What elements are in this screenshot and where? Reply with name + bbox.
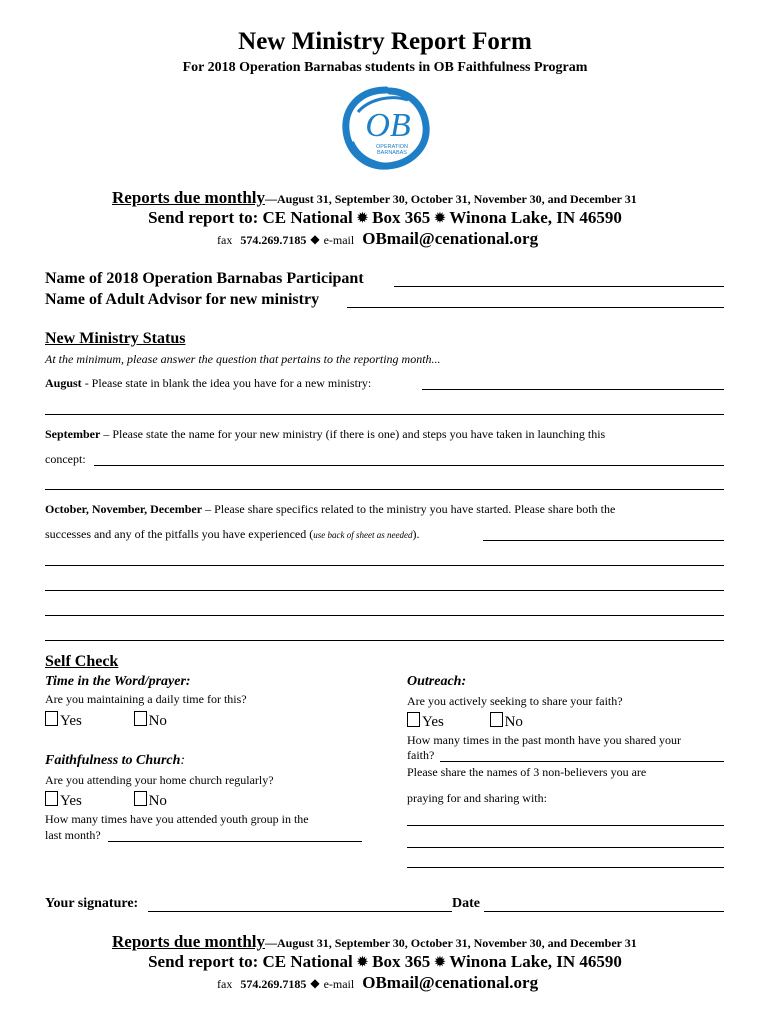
- send-report-line: [0, 208, 770, 228]
- reports-due-dates: —August 31, September 30, October 31, November 30, and December 31: [265, 192, 637, 206]
- august-field[interactable]: [422, 389, 724, 390]
- footer-email-label: e-mail: [323, 977, 355, 991]
- fax-label: fax: [217, 233, 233, 247]
- page-title: New Ministry Report Form: [238, 28, 532, 55]
- reports-due-label: Reports due monthly: [112, 188, 266, 207]
- church-yes-option[interactable]: [45, 793, 82, 809]
- church-colon: :: [180, 753, 186, 768]
- checkbox-icon[interactable]: [407, 712, 420, 727]
- participant-label: Name of 2018 Operation Barnabas Participant: [45, 270, 364, 287]
- footer-send-report-line: [0, 952, 770, 972]
- checkbox-icon[interactable]: [45, 711, 58, 726]
- checkbox-icon[interactable]: [134, 711, 147, 726]
- august-field-2[interactable]: [45, 414, 724, 415]
- sun-icon: ✹: [356, 954, 368, 969]
- shared-field[interactable]: [440, 761, 724, 762]
- ond-field-2[interactable]: [45, 565, 724, 566]
- ond-field[interactable]: [483, 540, 724, 541]
- diamond-icon: ◆: [310, 976, 320, 990]
- word-colon: :: [185, 674, 191, 689]
- footer-fax-number: 574.269.7185: [240, 977, 307, 991]
- ond-text-2c: ).: [412, 527, 420, 541]
- youth-field[interactable]: [108, 841, 362, 842]
- footer-email-address: OBmail@cenational.org: [362, 973, 539, 992]
- word-heading-text: Time in the Word/prayer: [45, 674, 186, 689]
- september-text-2: concept:: [45, 452, 86, 466]
- ob-logo: [338, 82, 434, 174]
- contact-line: [217, 229, 538, 249]
- self-check-heading: Self Check: [45, 653, 119, 670]
- church-question: Are you attending your home church regularly?: [45, 773, 274, 787]
- yes-label: Yes: [60, 793, 82, 809]
- page-subtitle: For 2018 Operation Barnabas students in OB Faithfulness Program: [182, 60, 588, 75]
- word-yes-option[interactable]: [45, 713, 82, 729]
- august-label: August: [45, 376, 82, 390]
- church-options: [45, 791, 167, 810]
- word-no-option[interactable]: [134, 713, 167, 729]
- outreach-options: [407, 712, 523, 731]
- outreach-no-option[interactable]: [490, 714, 523, 730]
- status-instruction: At the minimum, please answer the question that pertains to the reporting month...: [45, 352, 441, 366]
- ond-field-3[interactable]: [45, 590, 724, 591]
- no-label: No: [504, 714, 523, 730]
- word-heading: [45, 674, 191, 690]
- august-text: - Please state in blank the idea you have for a new ministry:: [81, 376, 372, 390]
- logo-text: OB: [365, 107, 411, 144]
- outreach-heading: Outreach:: [407, 674, 467, 689]
- shared-question-1: How many times in the past month have you shared your: [407, 733, 681, 747]
- diamond-icon: ◆: [310, 232, 320, 246]
- ond-question-2: [45, 527, 419, 542]
- email-address: OBmail@cenational.org: [362, 229, 539, 248]
- logo-subtext-2: BARNABAS: [377, 150, 407, 156]
- nonbeliever-field-1[interactable]: [407, 825, 724, 826]
- advisor-label: Name of Adult Advisor for new ministry: [45, 291, 320, 308]
- church-heading: [45, 753, 185, 769]
- ond-field-5[interactable]: [45, 640, 724, 641]
- september-field-2[interactable]: [45, 489, 724, 490]
- fax-number: 574.269.7185: [240, 233, 307, 247]
- shared-question-2: faith?: [407, 748, 435, 762]
- footer-reports-due-dates: —August 31, September 30, October 31, November 30, and December 31: [265, 936, 637, 950]
- names-question-1: Please share the names of 3 non-believers you are: [407, 765, 647, 779]
- september-question: [45, 427, 605, 442]
- logo-subtext-1: OPERATION: [376, 144, 408, 150]
- ond-label: October, November, December: [45, 502, 203, 516]
- footer-contact-line: [217, 973, 538, 993]
- yes-label: Yes: [60, 713, 82, 729]
- church-heading-text: Faithfulness to Church: [45, 753, 181, 768]
- checkbox-icon[interactable]: [490, 712, 503, 727]
- september-field[interactable]: [94, 465, 724, 466]
- sun-icon: ✹: [434, 954, 446, 969]
- signature-field[interactable]: [148, 911, 452, 912]
- august-question: [45, 376, 371, 391]
- send-to: Send report to: CE National: [148, 208, 353, 227]
- advisor-field[interactable]: [347, 307, 724, 308]
- ond-field-4[interactable]: [45, 615, 724, 616]
- youth-question-1: How many times have you attended youth group in the: [45, 812, 309, 826]
- box: Box 365: [372, 208, 431, 227]
- ond-question: [45, 502, 615, 517]
- september-text: – Please state the name for your new ministry (if there is one) and steps you have taken in launching this: [100, 427, 606, 441]
- no-label: No: [148, 793, 167, 809]
- yes-label: Yes: [422, 714, 444, 730]
- checkbox-icon[interactable]: [45, 791, 58, 806]
- participant-field[interactable]: [394, 286, 724, 287]
- names-question-2: praying for and sharing with:: [407, 791, 547, 805]
- nonbeliever-field-3[interactable]: [407, 867, 724, 868]
- word-question: Are you maintaining a daily time for this?: [45, 692, 247, 706]
- sun-icon: ✹: [356, 210, 368, 225]
- ond-text: – Please share specifics related to the ministry you have started. Please share both the: [202, 502, 616, 516]
- footer-fax-label: fax: [217, 977, 233, 991]
- september-label: September: [45, 427, 101, 441]
- ond-text-2b: use back of sheet as needed: [313, 530, 413, 540]
- church-no-option[interactable]: [134, 793, 167, 809]
- outreach-yes-option[interactable]: [407, 714, 444, 730]
- email-label: e-mail: [323, 233, 355, 247]
- signature-label: Your signature:: [45, 896, 139, 911]
- word-options: [45, 711, 167, 730]
- no-label: No: [148, 713, 167, 729]
- footer-box: Box 365: [372, 952, 431, 971]
- reports-due-line: [112, 188, 637, 208]
- footer-city: Winona Lake, IN 46590: [449, 952, 622, 971]
- city: Winona Lake, IN 46590: [449, 208, 622, 227]
- ond-text-2a: successes and any of the pitfalls you have experienced (: [45, 527, 314, 541]
- footer-send-to: Send report to: CE National: [148, 952, 353, 971]
- status-heading: New Ministry Status: [45, 330, 186, 347]
- sun-icon: ✹: [434, 210, 446, 225]
- outreach-question: Are you actively seeking to share your faith?: [407, 694, 623, 708]
- nonbeliever-field-2[interactable]: [407, 847, 724, 848]
- date-label: Date: [452, 896, 480, 911]
- footer-reports-due-line: [112, 932, 637, 952]
- youth-question-2: last month?: [45, 828, 101, 842]
- date-field[interactable]: [484, 911, 724, 912]
- footer-reports-due-label: Reports due monthly: [112, 932, 266, 951]
- checkbox-icon[interactable]: [134, 791, 147, 806]
